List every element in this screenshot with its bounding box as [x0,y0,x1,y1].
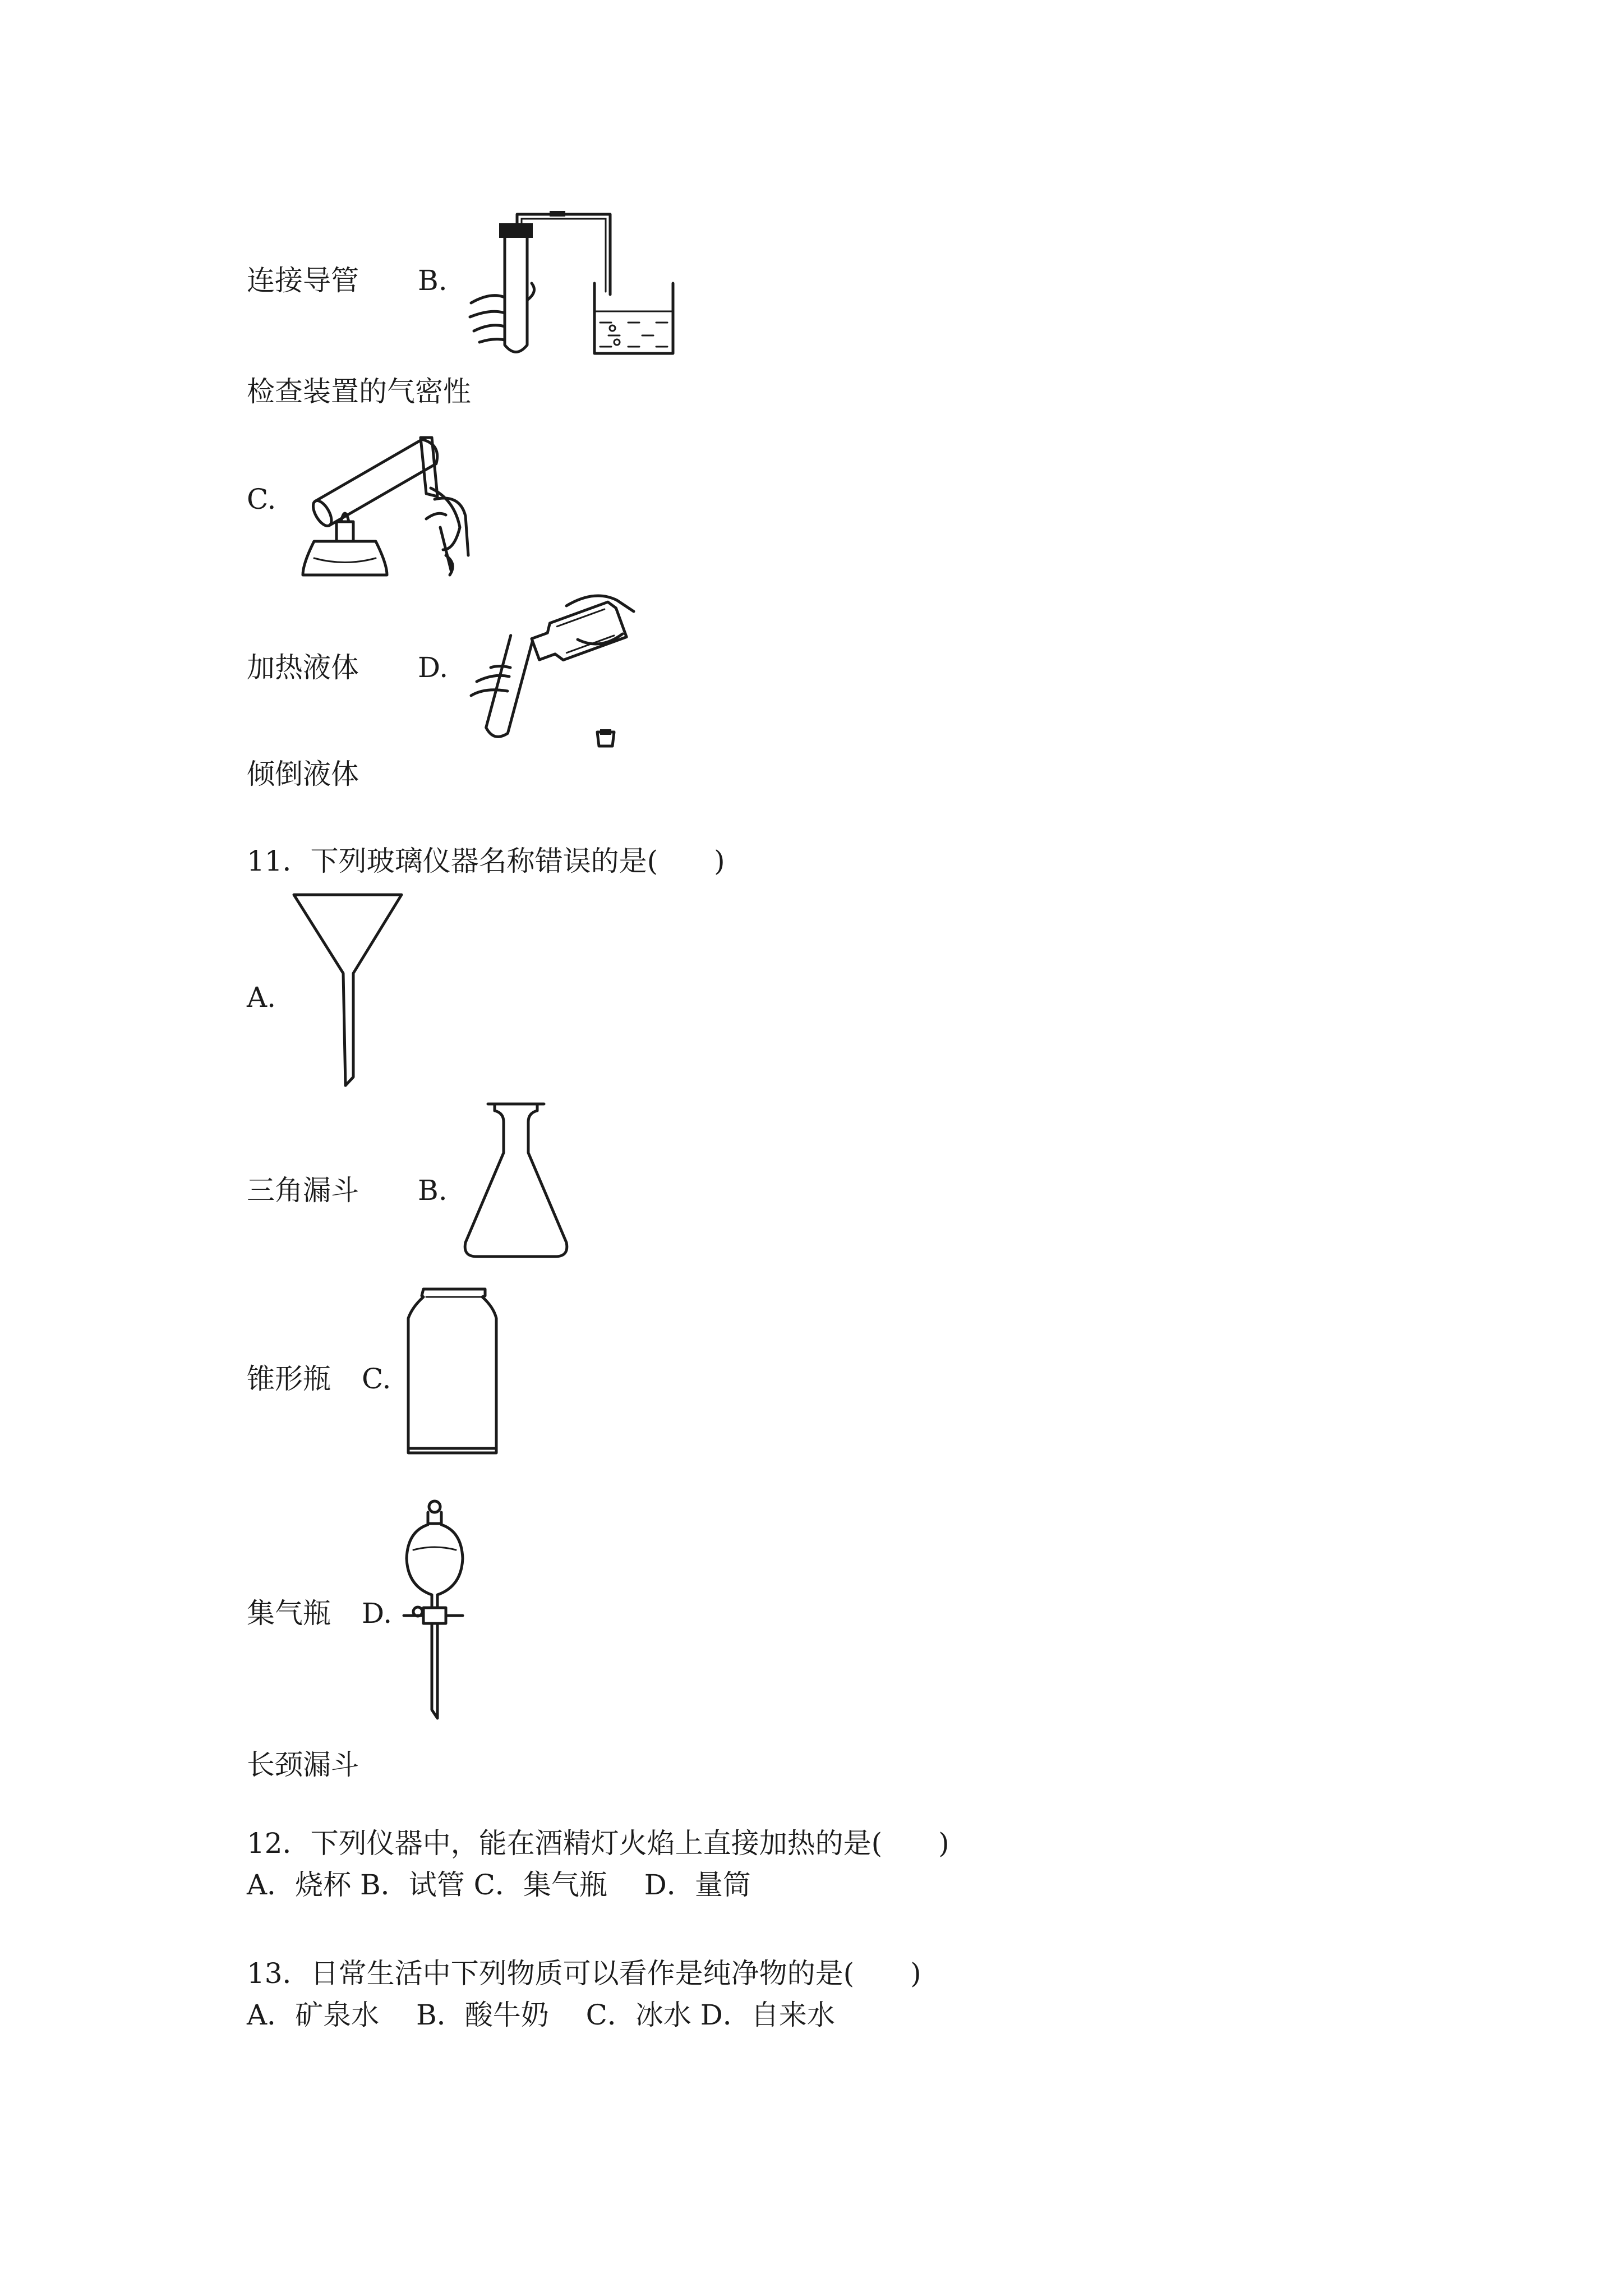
q12-options: A．烧杯 B．试管 C．集气瓶 D．量筒 [247,1869,751,1901]
q12-stem: 12．下列仪器中，能在酒精灯火焰上直接加热的是( ) [247,1827,949,1860]
q11-option-a-caption: 三角漏斗 [247,1174,359,1207]
q11-option-a-label: A. [247,981,276,1014]
q13-options: A．矿泉水 B．酸牛奶 C．冰水 D．自来水 [247,1999,835,2031]
q11-option-b-caption: 锥形瓶 [247,1363,331,1395]
option-d-caption: 倾倒液体 [247,758,359,790]
q11-option-d-label: D. [362,1597,393,1630]
pouring-liquid-figure [465,589,651,752]
option-a-caption: 连接导管 [247,264,359,297]
option-d-label: D. [418,651,449,684]
funnel-figure [292,892,404,1088]
gas-collecting-bottle-figure [404,1285,505,1458]
q11-option-b-label: B. [418,1174,448,1207]
airtightness-check-figure [465,208,718,365]
q11-stem: 11．下列玻璃仪器名称错误的是( ) [247,845,725,877]
q11-option-c-caption: 集气瓶 [247,1597,331,1630]
q13-stem: 13．日常生活中下列物质可以看作是纯净物的是( ) [247,1957,921,1990]
separatory-funnel-figure [401,1497,485,1721]
q11-option-d-caption: 长颈漏斗 [247,1749,359,1781]
heating-liquid-figure [292,415,477,583]
option-c-caption: 加热液体 [247,651,359,684]
option-c-label: C. [247,483,276,516]
option-b-label: B. [418,264,448,297]
conical-flask-figure [460,1099,572,1262]
q11-option-c-label: C. [362,1363,391,1395]
option-b-caption: 检查装置的气密性 [247,375,471,408]
